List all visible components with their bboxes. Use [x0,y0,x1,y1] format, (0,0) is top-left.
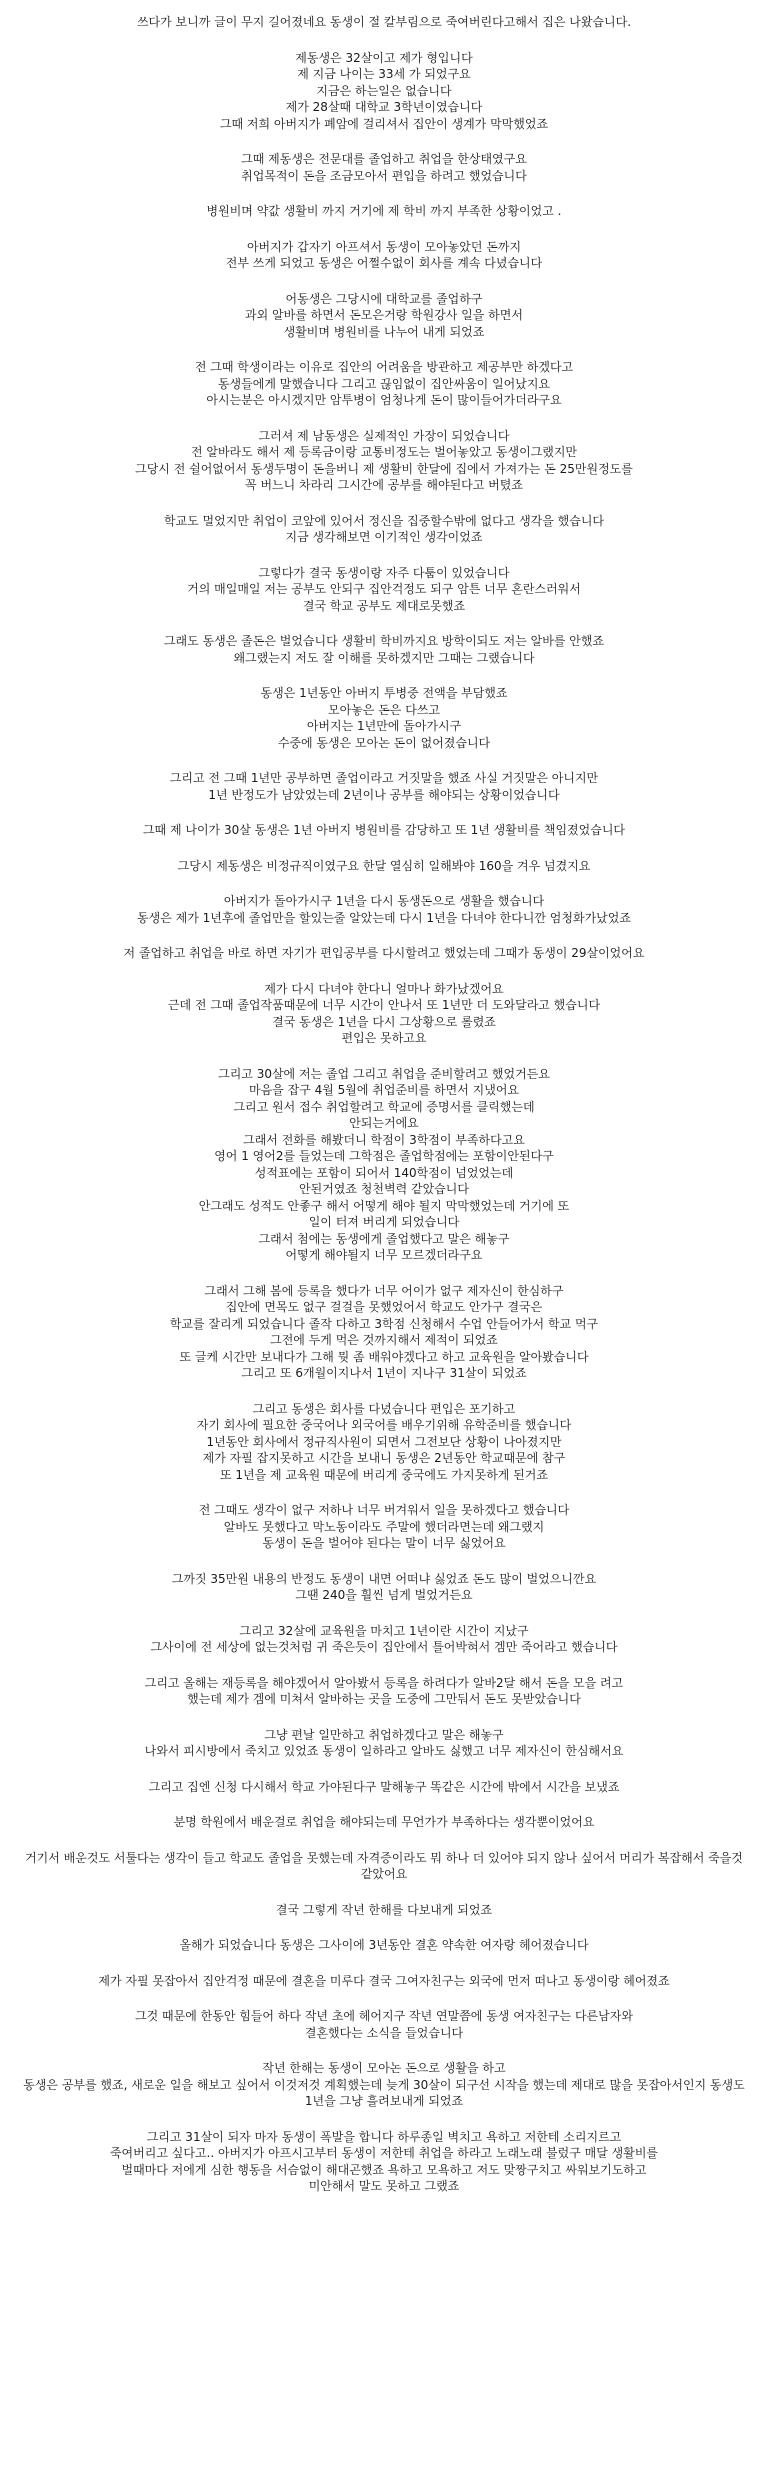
text-line: 그전에 두게 먹은 것까지해서 제적이 되었죠 [270,1333,498,1347]
text-line: 아버지가 갑자기 아프셔서 동생이 모아놓았던 돈까지 [246,239,522,254]
paragraph [18,1779,750,1796]
text-line: 아버지는 1년만에 돌아가시구 [306,719,462,733]
text-line: 그때 저희 아버지가 폐암에 걸리셔서 집안이 생계가 막막했었죠 [219,116,549,131]
text-line: 모아놓은 돈은 다쓰고 [328,702,440,717]
text-line: 그리고 30살에 저는 졸업 그리고 취업을 준비할려고 했었거든요 [218,1066,550,1081]
text-line: 동생은 제가 1년후에 졸업만을 할있는줄 알았는데 다시 1년을 다녀야 한다니깐 엄청화가났었죠 [137,910,631,925]
paragraph [18,1727,750,1760]
paragraph [18,822,750,839]
paragraph [18,945,750,962]
text-line: 생활비며 병원비를 나누어 내게 되었죠 [283,324,485,339]
text-line: 제가 28살때 대학교 3학년이였습니다 [285,100,483,114]
text-line: 그냥 편날 일만하고 취업하겠다고 말은 해놓구 [264,1727,504,1742]
text-line: 그당시 전 쉴어없어서 동생두명이 돈을버니 제 생활비 한달에 집에서 가져가는 돈 25만원정도를 [135,461,633,476]
text-line: 했는데 제가 겜에 미쳐서 알바하는 곳을 도중에 그만둬서 돈도 못받았습니다 [187,1692,581,1706]
text-line: 어동생은 그당시에 대학교를 졸업하구 [285,291,483,306]
text-line: 미안해서 말도 못하고 그랬죠 [308,2179,460,2193]
text-line: 취업목적이 돈을 조금모아서 편입을 하려고 했었습니다 [241,168,527,183]
paragraph [18,1401,750,1484]
paragraph [18,1814,750,1831]
paragraph [18,1973,750,1990]
text-line: 병원비며 약값 생활비 까지 거기에 제 학비 까지 부족한 상황이었고 . [206,204,562,218]
text-line: 일이 터져 버리게 되었습니다 [308,1215,460,1229]
text-line: 그까짓 35만원 내용의 반정도 동생이 내면 어떠냐 싫었죠 돈도 많이 벌었으니깐요 [171,1571,597,1586]
paragraph [18,633,750,666]
paragraph [18,1937,750,1954]
text-line: 그러셔 제 남동생은 실제적인 가장이 되었습니다 [258,428,510,443]
paragraph [18,151,750,184]
text-line: 죽여버리고 싶다고.. 아버지가 아프시고부터 동생이 저한테 취업을 하라고 노래노래 불렀구 매달 생활비를 [109,2146,659,2160]
text-line: 알바도 못했다고 막노동이라도 주말에 했더라면는데 왜그랬지 [223,1519,545,1534]
text-line: 벌때마다 저에게 심한 행동을 서슴없이 해대곤했죠 욕하고 모욕하고 저도 맞짱구치고 싸워보기도하고 [121,2162,647,2177]
paragraph [18,770,750,803]
paragraph [18,685,750,751]
text-line: 동생은 공부를 했죠, 새로운 일을 해보고 싶어서 이것저것 계획했는데 늦게 30살이 되구선 시작을 했는데 제대로 많을 못잡아서인지 동생도 [23,2077,745,2092]
text-line: 쓰다가 보니까 글이 무지 길어졌네요 동생이 절 칼부림으로 죽여버린다고해서 집은 나왔습니다. [136,15,632,29]
text-line: 그리고 원서 접수 취업할려고 학교에 증명서를 클릭했는데 [233,1099,535,1114]
text-line: 그리고 집엔 신청 다시해서 학교 가야된다구 말해놓구 똑같은 시간에 밖에서 시간을 보냈죠 [148,1779,620,1794]
text-line: 안되는거에요 [349,1116,419,1130]
text-line: 그리고 32살에 교육원을 마치고 1년이란 시간이 지났구 [239,1623,529,1638]
paragraph [18,893,750,926]
text-line: 안된거였죠 청천벽력 같았습니다 [299,1182,469,1196]
text-line: 그래도 동생은 졸돈은 벌었습니다 생활비 학비까지요 방학이되도 저는 알바를 안했죠 [163,634,605,648]
text-line: 그것 때문에 한동안 힘들어 하다 작년 초에 헤어지구 작년 연말쯤에 동생 여자친구는 다른남자와 [135,2009,633,2023]
text-line: 결국 학교 공부도 제대로못했죠 [302,598,466,613]
text-line: 집안에 면목도 없구 걸걸을 못했었어서 학교도 안가구 결국은 [225,1300,543,1314]
paragraph [18,1571,750,1604]
text-line: 동생이 돈을 벌어야 된다는 말이 너무 싫었어요 [262,1536,506,1550]
paragraph [18,981,750,1047]
text-line: 지금은 하는일은 없습니다 [316,83,452,98]
text-line: 그리고 31살이 되자 마자 동생이 폭발을 합니다 하루종일 벽치고 욕하고 저한테 소리지르고 [146,2129,622,2144]
paragraph [18,14,750,31]
text-line: 그사이에 전 세상에 없는것처럼 귀 죽은듯이 집안에서 틀어박혀서 겜만 죽어라고 했습니다 [150,1640,618,1654]
paragraph [18,858,750,875]
text-line: 작년 한해는 동생이 모아논 돈으로 생활을 하고 [262,2061,506,2075]
text-line: 전 알바라도 해서 제 등록금이랑 교통비정도는 벌어놓았고 동생이그랬지만 [190,445,578,459]
text-line: 그땐 240을 훨씬 넘게 벌었거든요 [295,1588,473,1602]
text-line: 거의 매일매일 저는 공부도 안되구 집안걱정도 되구 암튼 너무 혼란스러워서 [187,582,581,596]
paragraph [18,2129,750,2195]
paragraph [18,1850,750,1883]
text-line: 그리고 올해는 재등록을 해야겠어서 알아봤서 등록을 하려다가 알바2달 해서 돈을 모을 려고 [144,1675,624,1690]
text-line: 전 그때도 생각이 없구 저하나 너무 버겨워서 일을 못하겠다고 했습니다 [198,1503,570,1517]
text-line: 1년 반정도가 남았었는데 2년이나 공부를 해야되는 상황이었습니다 [208,787,560,802]
text-line: 근데 전 그때 졸업작품때문에 너무 시간이 안나서 또 1년만 더 도와달라고 했습니다 [167,998,601,1012]
text-line: 학교도 멀었지만 취업이 코앞에 있어서 정신을 집중할수밖에 없다고 생각을 했습니다 [163,513,605,528]
text-line: 1년을 그냥 흘려보내게 되었죠 [304,2094,464,2108]
text-line: 그때 제 나이가 30살 동생은 1년 아버지 병원비를 감당하고 또 1년 생활비를 책임졌었습니다 [142,823,626,837]
text-line: 제동생은 32살이고 제가 형입니다 [295,50,473,65]
text-line: 아시는분은 아시겠지만 암투병이 엄청나게 돈이 많이들어가더라구요 [206,393,562,407]
text-line: 편입은 못하고요 [341,1031,427,1045]
text-line: 아버지가 돌아가시구 1년을 다시 동생돈으로 생활을 했습니다 [223,894,545,908]
text-line: 그때 제동생은 전문대를 졸업하고 취업을 한상태였구요 [241,152,527,166]
text-line: 그래서 전화를 해봤더니 학점이 3학점이 부족하다고요 [243,1132,525,1147]
text-line: 전 그때 학생이라는 이유로 집안의 어려움을 방관하고 제공부만 하겠다고 [194,360,574,374]
text-line: 그리고 전 그때 1년만 공부하면 졸업이라고 거짓말을 했죠 사실 거짓말은 아니지만 [169,771,599,785]
text-line: 나와서 피시방에서 죽치고 있었죠 동생이 일하라고 알바도 싫했고 너무 제자신이 한심해서요 [144,1744,624,1758]
paragraph [18,428,750,494]
text-line: 성적표에는 포함이 되어서 140학점이 넘었었는데 [254,1165,514,1180]
text-line: 저 졸업하고 취업을 바로 하면 자기가 편입공부를 다시할려고 했었는데 그때가 동생이 29살이었어요 [123,946,645,960]
paragraph [18,359,750,409]
paragraph [18,203,750,220]
paragraph [18,2060,750,2110]
paragraph [18,291,750,341]
text-line: 수중에 동생은 모아논 돈이 없어졌습니다 [277,735,491,750]
text-line: 마음을 잡구 4월 5월에 취업준비를 하면서 지냈어요 [249,1083,519,1097]
text-line: 지금 생각해보면 이기적인 생각이었죠 [285,530,483,544]
paragraph [18,1623,750,1656]
text-line: 꼭 버느니 차라리 그시간에 공부를 해야된다고 버텼죠 [245,478,523,492]
text-line: 제가 자필 잡지못하고 시간을 보내니 동생은 2년동안 학교때문에 참구 [202,1451,566,1465]
text-line: 어떻게 해야될지 너무 모르겠더라구요 [285,1248,483,1262]
text-line: 그리고 또 6개월이지나서 1년이 지나구 31살이 되었죠 [241,1366,527,1380]
paragraph [18,1502,750,1552]
text-line: 자기 회사에 필요한 중국어나 외국어를 배우기위해 유학준비를 했습니다 [196,1418,572,1432]
text-line: 거기서 배운것도 서툴다는 생각이 들고 학교도 졸업을 못했는데 자격증이라도 뭐 하나 더 있어야 되지 않나 싶어서 머리가 복잡해서 죽을것 같았어요 [25,1850,743,1881]
text-line: 결국 그렇게 작년 한해를 다보내게 되었죠 [275,1902,493,1917]
text-line: 제 지금 나이는 33세 가 되었구요 [297,67,471,81]
text-line: 제가 자필 못잡아서 집안걱정 때문에 결혼을 미루다 결국 그여자친구는 외국에 먼저 떠나고 동생이랑 헤어졌죠 [98,1973,670,1988]
text-line: 그당시 제동생은 비정규직이였구요 한달 열심히 일해봐야 160을 겨우 넘겼지요 [177,858,591,873]
text-line: 1년동안 회사에서 정규직사원이 되면서 그전보단 상황이 나아졌지만 [206,1434,562,1449]
paragraph [18,50,750,133]
text-line: 안그래도 성적도 안좋구 해서 어떻게 해야 될지 막막했었는데 거기에 또 [198,1198,570,1213]
text-line: 또 글케 시간만 보내다가 그해 뭣 좀 배워야겠다고 하고 교육원을 알아봤습니다 [179,1349,589,1364]
text-line: 분명 학원에서 배운걸로 취업을 해야되는데 무언가가 부족하다는 생각뿐이었어요 [173,1815,595,1829]
paragraph [18,2008,750,2041]
paragraph [18,1066,750,1264]
text-line: 동생은 1년동안 아버지 투병중 전액을 부담했죠 [260,686,508,700]
text-line: 그리고 동생은 회사를 다녔습니다 편입은 포기하고 [252,1401,516,1416]
paragraph [18,1283,750,1382]
text-line: 학교를 잘리게 되었습니다 졸작 다하고 3학점 신청해서 수업 안들어가서 학교 먹구 [169,1316,599,1331]
paragraph [18,1675,750,1708]
text-line: 결혼했다는 소식을 들었습니다 [304,2025,464,2040]
text-line: 그래서 첨에는 동생에게 졸업했다고 말은 해놓구 [258,1231,510,1246]
text-line: 영어 1 영어2를 들었는데 그학점은 졸업학점에는 포함이안된다구 [214,1149,554,1163]
text-line: 왜그랬는지 저도 잘 이해를 못하겠지만 그때는 그랬습니다 [233,650,535,665]
text-line: 제가 다시 다녀야 한다니 얼마나 화가났겠어요 [264,981,504,996]
text-line: 전부 쓰게 되었고 동생은 어쩔수없이 회사를 계속 다녔습니다 [225,256,543,270]
paragraph [18,513,750,546]
text-line: 올해가 되었습니다 동생은 그사이에 3년동안 결혼 약속한 여자랑 헤어졌습니다 [179,1938,589,1952]
paragraph [18,1902,750,1919]
text-line: 또 1년을 제 교육원 때문에 버리게 중국에도 가지못하게 된거죠 [220,1467,548,1482]
text-line: 동생들에게 말했습니다 그리고 끊임없이 집안싸움이 일어났지요 [217,376,551,391]
text-line: 과외 알바를 하면서 돈모은거랑 학원강사 일을 하면서 [245,308,523,322]
paragraph [18,565,750,615]
text-line: 그래서 그해 봄에 등록을 했다가 너무 어이가 없구 제자신이 한심하구 [204,1283,564,1298]
text-line: 결국 동생은 1년을 다시 그상황으로 롤렸죠 [272,1014,496,1029]
paragraph [18,239,750,272]
text-line: 그렇다가 결국 동생이랑 자주 다툼이 있었습니다 [258,565,510,580]
